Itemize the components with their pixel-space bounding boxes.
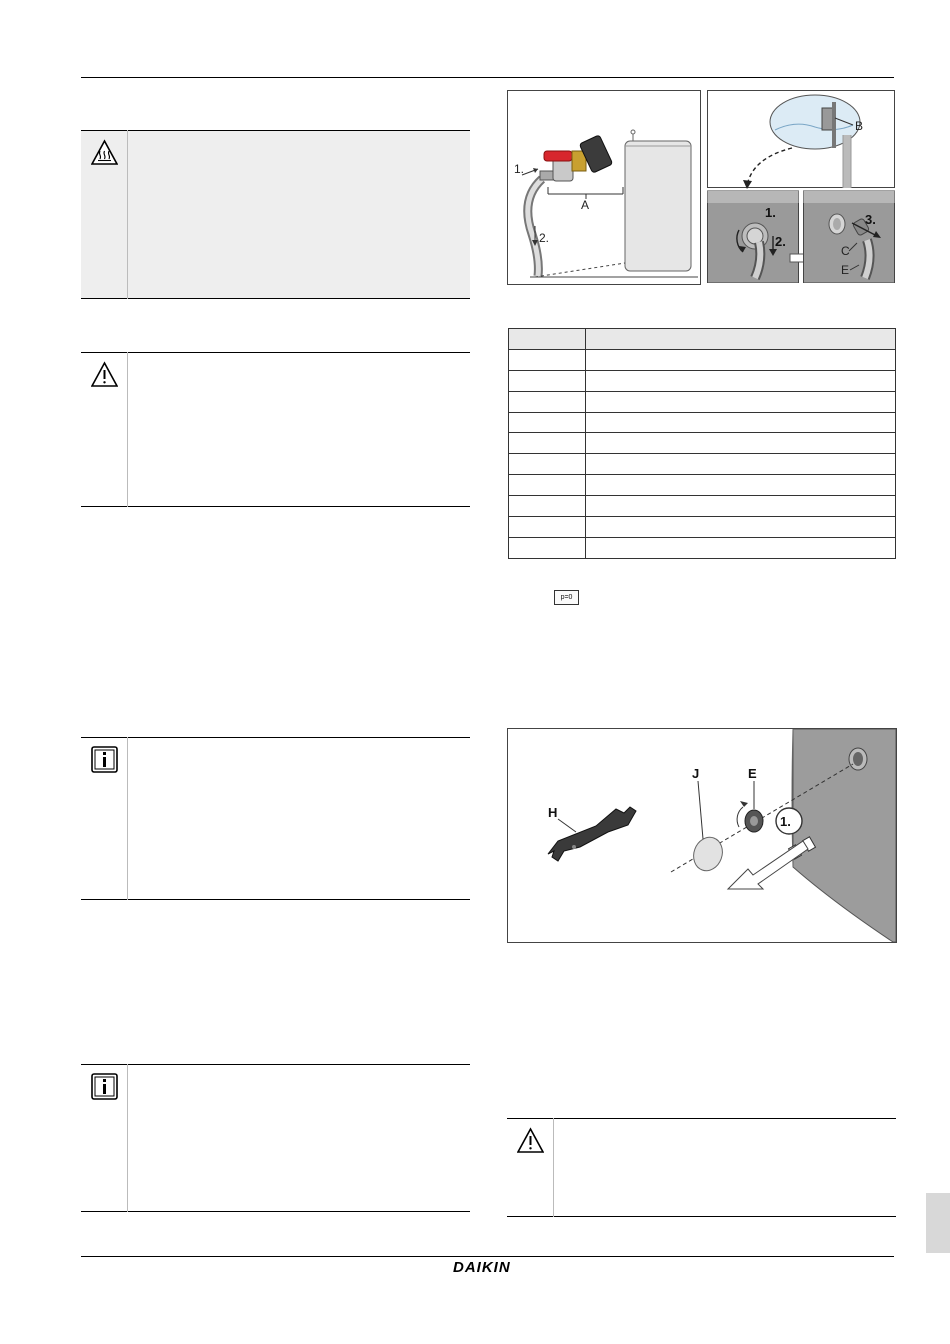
table-row <box>509 370 896 391</box>
table-row <box>509 517 896 538</box>
label-a: A <box>581 198 590 212</box>
label-e: E <box>841 263 850 277</box>
table-row <box>509 454 896 475</box>
pressure-zero-badge: p=0 <box>554 590 579 605</box>
plug-removal-figure <box>507 728 897 943</box>
hot-surface-notice <box>81 130 470 299</box>
step-1-label: 1. <box>514 162 525 176</box>
table-row <box>509 496 896 517</box>
warning-triangle-icon <box>91 361 118 388</box>
drain-figure-left <box>507 90 701 285</box>
table-row <box>509 349 896 370</box>
inset2-step-3: 3. <box>865 212 876 227</box>
hot-surface-icon <box>91 139 118 166</box>
table-row <box>509 433 896 454</box>
label-j: J <box>692 766 700 781</box>
table-row <box>509 475 896 496</box>
table-row <box>509 537 896 558</box>
inset1-step-1: 1. <box>765 205 776 220</box>
information-notice-2 <box>81 1064 470 1212</box>
information-notice-1 <box>81 737 470 900</box>
table-row <box>509 391 896 412</box>
caution-notice-right <box>507 1118 896 1217</box>
step-1-label: 1. <box>780 814 791 829</box>
parts-table <box>508 328 896 559</box>
chapter-tab <box>926 1193 950 1253</box>
label-h: H <box>548 805 558 820</box>
step-2-label: 2. <box>539 231 550 245</box>
daikin-logo: DAIKIN <box>453 1259 511 1276</box>
header-rule <box>81 77 894 78</box>
caution-notice <box>81 352 470 507</box>
label-c: C <box>841 244 850 258</box>
warning-triangle-icon <box>517 1127 544 1154</box>
drain-figure-right <box>707 90 895 283</box>
info-icon <box>91 746 118 773</box>
info-icon <box>91 1073 118 1100</box>
label-b: B <box>855 119 864 133</box>
inset1-step-2: 2. <box>775 234 786 249</box>
label-e: E <box>748 766 757 781</box>
table-header-row <box>509 329 896 350</box>
footer-rule <box>81 1256 894 1257</box>
table-row <box>509 412 896 433</box>
